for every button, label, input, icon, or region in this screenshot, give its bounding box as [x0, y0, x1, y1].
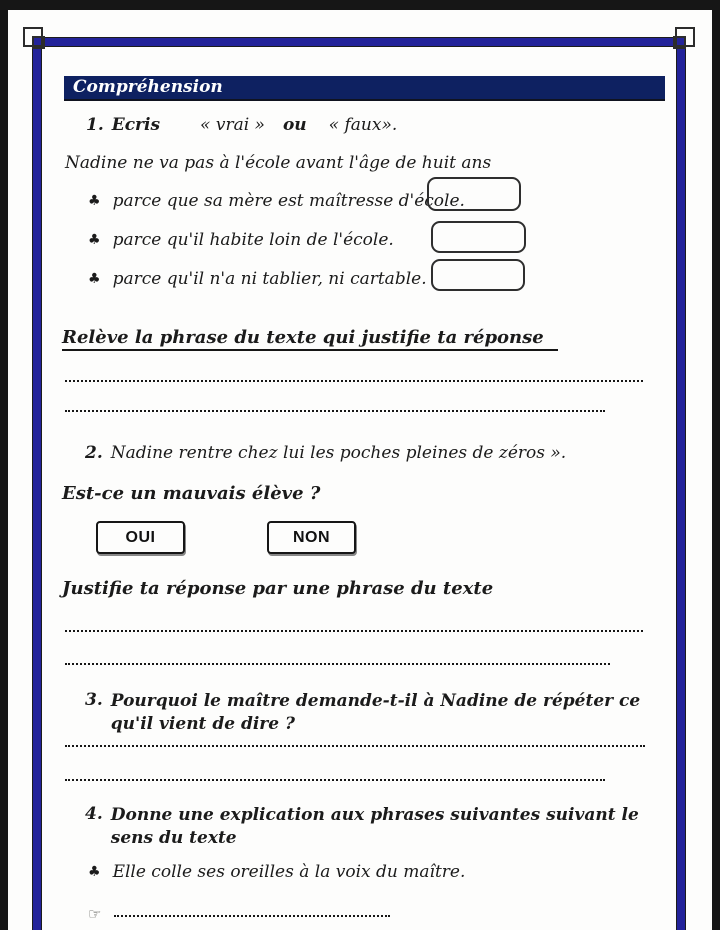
frame-right-border	[676, 37, 686, 930]
answer-line[interactable]	[65, 377, 643, 382]
q1-option-text: parce que sa mère est maîtresse d'école.	[112, 191, 465, 211]
answer-line[interactable]	[65, 742, 645, 747]
q4-item-text: Elle colle ses oreilles à la voix du maître.	[112, 862, 466, 882]
vrai-faux-box-3[interactable]	[431, 259, 525, 291]
club-bullet-icon: ♣	[88, 193, 101, 209]
frame-corner-ornament-right	[661, 27, 695, 61]
q1-title	[86, 115, 397, 135]
q1-option-text: parce qu'il habite loin de l'école.	[112, 230, 394, 250]
corner-square-icon	[673, 36, 686, 49]
q1-option-row	[88, 269, 427, 289]
q1-statement: Nadine ne va pas à l'école avant l'âge de huit ans	[65, 153, 492, 173]
answer-line[interactable]	[65, 627, 643, 632]
frame-corner-ornament-left	[23, 27, 57, 61]
non-button[interactable]: NON	[267, 521, 356, 554]
q2-statement: Nadine rentre chez lui les poches pleines de zéros ».	[110, 443, 567, 463]
q3-number: 3.	[85, 690, 103, 710]
q2-number: 2.	[85, 443, 103, 463]
q4-question: Donne une explication aux phrases suivantes suivant le sens du texte	[110, 805, 639, 848]
vrai-faux-box-2[interactable]	[431, 221, 526, 253]
vrai-faux-box-1[interactable]	[427, 177, 521, 211]
q1-option-text: parce qu'il n'a ni tablier, ni cartable.	[112, 269, 427, 289]
q3-question: Pourquoi le maître demande-t-il à Nadine de répéter ce qu'il vient de dire ?	[110, 691, 641, 734]
document-page	[8, 10, 712, 930]
q1-verb: Ecris	[111, 115, 161, 135]
answer-line[interactable]	[65, 407, 605, 412]
q4-item-row	[88, 862, 465, 882]
corner-square-icon	[32, 36, 45, 49]
q1-justify-prompt: Relève la phrase du texte qui justifie ta réponse	[62, 327, 558, 348]
club-bullet-icon: ♣	[88, 271, 101, 287]
frame-left-border	[32, 37, 42, 930]
club-bullet-icon: ♣	[88, 232, 101, 248]
oui-button[interactable]: OUI	[96, 521, 185, 554]
q4-question-block	[85, 804, 659, 850]
q1-vrai: « vrai »	[200, 115, 265, 135]
section-title: Compréhension	[73, 77, 223, 97]
q4-number: 4.	[85, 804, 103, 824]
q2-question: Est-ce un mauvais élève ?	[62, 483, 321, 504]
club-bullet-icon: ♣	[88, 864, 101, 880]
q2-justify-prompt: Justifie ta réponse par une phrase du texte	[62, 578, 494, 599]
q1-ou: ou	[282, 115, 307, 135]
q3-question-block	[85, 690, 659, 736]
answer-line[interactable]	[114, 912, 390, 917]
q2-statement-line	[85, 443, 566, 463]
section-header	[64, 76, 665, 101]
answer-line[interactable]	[65, 660, 610, 665]
q1-faux: « faux».	[328, 115, 398, 135]
q1-option-row	[88, 230, 394, 250]
answer-line[interactable]	[65, 776, 605, 781]
q1-option-row	[88, 191, 465, 211]
pointing-hand-icon: ☞	[88, 905, 102, 923]
q1-number: 1.	[86, 115, 104, 135]
frame-top-border	[32, 37, 686, 47]
